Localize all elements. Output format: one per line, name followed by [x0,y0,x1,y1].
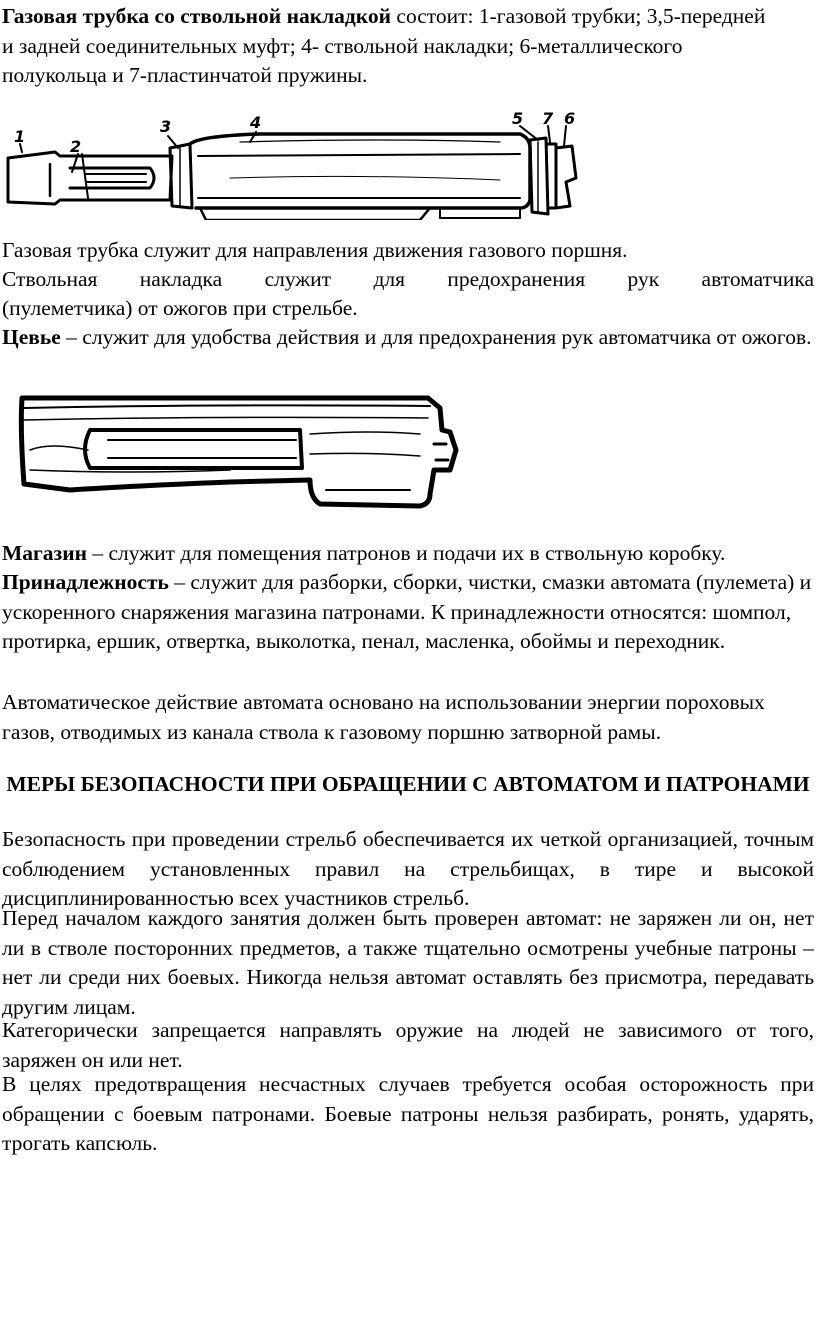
section-heading: МЕРЫ БЕЗОПАСНОСТИ ПРИ ОБРАЩЕНИИ С АВТОМАТОМ И ПАТРОНАМИ [6,772,810,796]
paragraph-gas-tube-composition: Газовая трубка со ствольной накладкой состоит: 1-газовой трубки; 3,5-передней и задней соединительных муфт; 4- ствольной накладки; 6-металлического полукольца и 7-пластинчатой пружины. [2,4,766,87]
paragraph-magazine: Магазин – служит для помещения патронов и подачи их в ствольную коробку. [2,541,726,565]
label-5: 5 [512,109,524,128]
paragraph-handguard-purpose-line2: (пулеметчика) от ожогов при стрельбе. [2,296,358,320]
label-1: 1 [14,127,26,146]
label-7: 7 [542,109,554,128]
gas-tube-figure [0,108,585,220]
label-3: 3 [160,117,172,136]
label-2: 2 [70,137,82,156]
term-forend: Цевье [2,325,61,349]
paragraph-automatic-action: Автоматическое действие автомата основано на использовании энергии пороховых газов, отводимых из канала ствола к газовому поршню затворной рамы. [2,690,765,744]
term-gas-tube: Газовая трубка со ствольной накладкой [2,4,392,28]
paragraph-never-aim: Категорически запрещается направлять оружие на людей не зависимого от того, заряжен он или нет. [2,1018,814,1072]
forend-figure [10,390,470,520]
paragraph-live-rounds: В целях предотвращения несчастных случаев требуется особая осторожность при обращении с боевым патронами. Боевые патроны нельзя разбирать, ронять, ударять, трогать капсюль. [2,1072,814,1155]
paragraph-check-before-class: Перед началом каждого занятия должен быть проверен автомат: не заряжен ли он, нет ли в стволе посторонних предметов, а также тщательно осмотрены учебные патроны – нет ли среди них боевых. Никогда нельзя автомат оставлять без присмотра, передавать другим лицам. [2,906,814,1019]
paragraph-handguard-purpose-line1: Ствольная накладка служит для предохранения рук автоматчика [2,267,814,291]
label-6: 6 [564,109,576,128]
label-4: 4 [250,113,262,132]
paragraph-safety-organization: Безопасность при проведении стрельб обеспечивается их четкой организацией, точным соблюдением установленных правил на стрельбищах, в тире и высокой дисциплинированностью всех участников стрельб. [2,827,814,910]
paragraph-forend: Цевье – служит для удобства действия и для предохранения рук автоматчика от ожогов. [2,325,812,349]
paragraph-gas-tube-purpose: Газовая трубка служит для направления движения газового поршня. [2,238,628,262]
term-accessories: Принадлежность [2,570,169,594]
term-magazine: Магазин [2,541,87,565]
paragraph-accessories: Принадлежность – служит для разборки, сборки, чистки, смазки автомата (пулемета) и ускоренного снаряжения магазина патронами. К принадлежности относятся: шомпол, протирка, ершик, отвертка, выколотка, пенал, масленка, обоймы и переходник. [2,570,812,653]
